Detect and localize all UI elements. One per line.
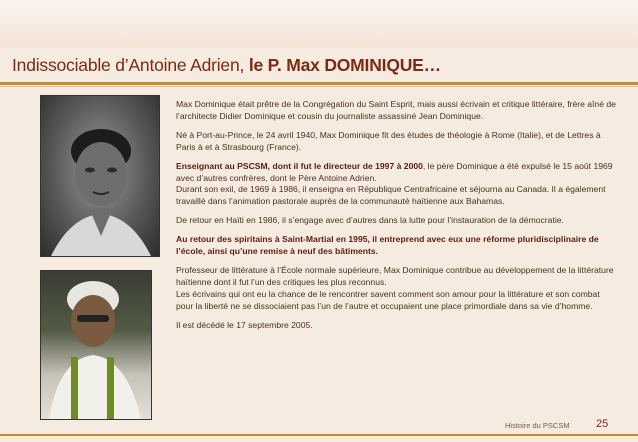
writers-text: Les écrivains qui ont eu la chance de le rencontrer savent comment son amour pour la littérature et son combat pour la liberté ne se dissociaient pas l’un de l’autre et occupaient une place primordiale dans sa vie d’homme.	[176, 288, 600, 311]
paragraph-death: Il est décédé le 17 septembre 2005.	[176, 319, 313, 330]
title-part-bold: le P. Max DOMINIQUE…	[248, 55, 441, 75]
page-title	[12, 55, 632, 76]
header-band	[0, 0, 638, 48]
paragraph-reform: Au retour des spiritains à Saint-Martial en 1995, il entreprend avec eux une réforme pluridisciplinaire de l’école, ainsi qu’une remise à neuf des bâtiments.	[176, 234, 599, 257]
page-number: 25	[596, 418, 609, 430]
footer-divider	[0, 434, 638, 436]
exile-text: Durant son exil, de 1969 à 1986, il enseigna en République Centrafricaine et séjourna au Canada. Il a également travaillé dans l’animation pastorale auprès de la communauté haïtienne aux Bahamas.	[176, 184, 606, 207]
paragraph-intro: Max Dominique était prêtre de la Congrégation du Saint Esprit, mais aussi écrivain et critique littéraire, frère aîné de l’architecte Didier Dominique et cousin du journaliste assassiné Jean Dominique.	[176, 99, 616, 121]
paragraph-birth: Né à Port-au-Prince, le 24 avril 1940, Max Dominique fit des études de théologie à Rome (Italie), et de Lettres à Paris à et à Strasbourg (France).	[176, 129, 601, 152]
biography-text	[176, 99, 616, 339]
paragraph-return: De retour en Haïti en 1986, il s’engage avec d’autres dans la lutte pour l’instauration de la démocratie.	[176, 215, 564, 226]
title-part-regular: Indissociable d’Antoine Adrien,	[12, 55, 249, 75]
paragraph-teaching	[176, 161, 616, 209]
title-divider	[0, 82, 638, 85]
portrait-elder-photo	[40, 270, 152, 420]
teaching-rest: , le père Dominique a été expulsé le 15 août 1969 avec d’autres confrères, dont le Père Antoine Adrien.	[176, 160, 613, 183]
teaching-highlight: Enseignant au PSCSM, dont il fut le directeur de 1997 à 2000	[176, 160, 423, 171]
portrait-young-photo	[40, 95, 160, 257]
footer-label: Histoire du PSCSM	[505, 421, 570, 430]
paragraph-professor	[176, 265, 616, 313]
professor-text: Professeur de littérature à l’École normale supérieure, Max Dominique contribue au développement de la littérature haïtienne dont il fut l’un des critiques les plus reconnus.	[176, 264, 614, 287]
title-divider-thin	[0, 86, 638, 87]
